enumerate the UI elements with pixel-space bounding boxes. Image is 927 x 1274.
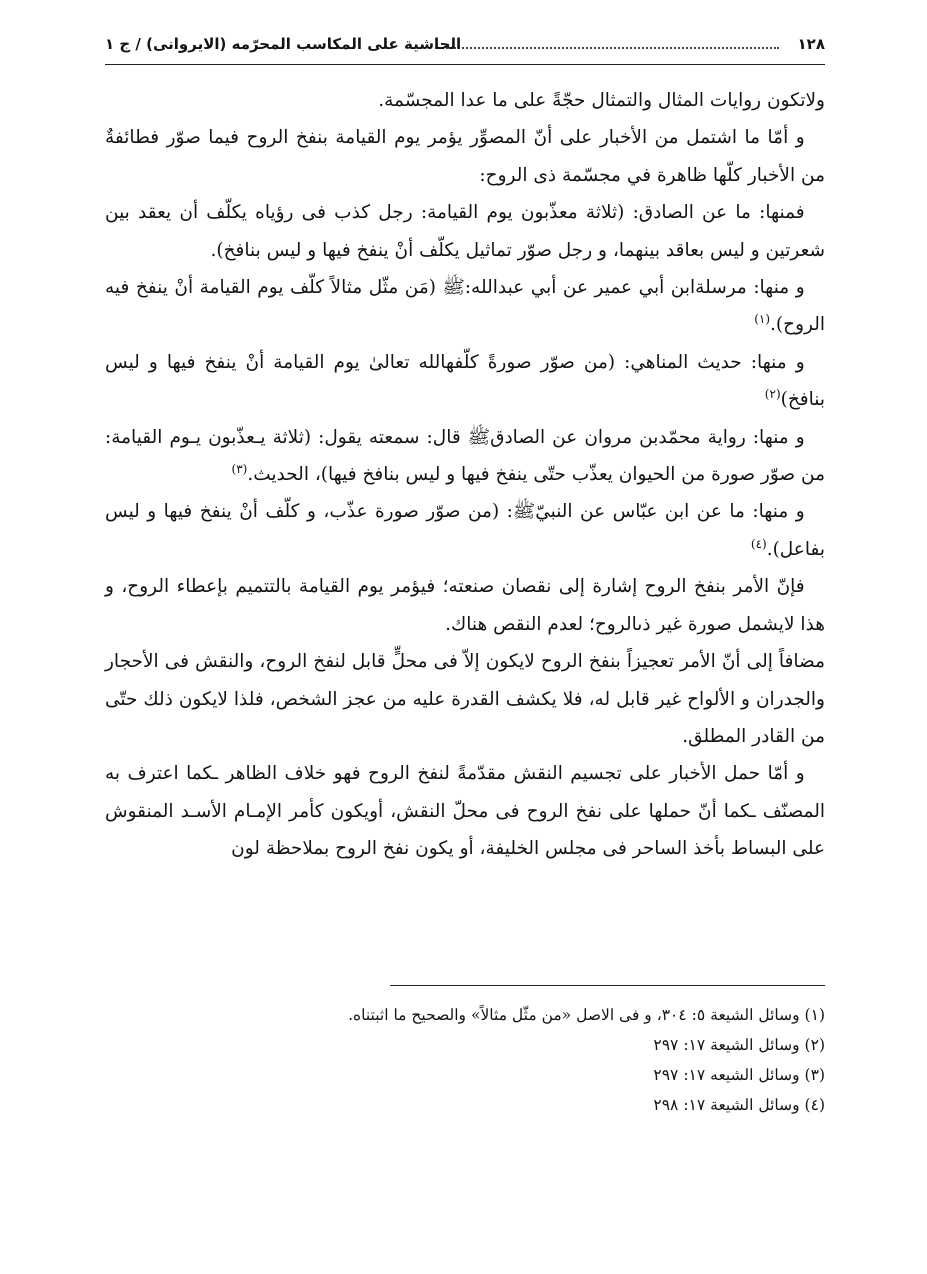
footnote: (٤) وسائل الشيعة ١٧: ٢٩٨ xyxy=(653,1096,825,1114)
running-title: الحاشية على المكاسب المحرّمه (الايروانى) / ج ١ xyxy=(105,35,462,53)
header-dot-leader xyxy=(435,47,779,49)
footnote: (٢) وسائل الشيعة ١٧: ٢٩٧ xyxy=(653,1036,825,1054)
paragraph: ولاتكون روايات المثال والتمثال حجّةً على ما عدا المجسّمة. xyxy=(378,90,825,111)
paragraph: و منها: رواية محمّدبن مروان عن الصادقﷺ قال: سمعته يقول: (ثلاثة يـعذّبون يـوم القيامة: من صوّر صورة من الحيوان يعذّب حتّى ينفخ فيها و ليس بنافخ فيها)، الحديث.$^{(٣)}$ xyxy=(105,426,825,486)
paragraph: و منها: حديث المناهي: (من صوّر صورةً كلّفهالله تعالىٰ يوم القيامة أنْ ينفخ فيها و ليس بنافخ)$^{(٢)}$ xyxy=(105,351,825,411)
footnote: (٣) وسائل الشيعه ١٧: ٢٩٧ xyxy=(653,1066,825,1084)
footnote-reference: (٤) xyxy=(750,536,767,551)
footnote-reference: (١) xyxy=(754,312,771,327)
main-text xyxy=(105,82,825,868)
paragraph: و منها: ما عن ابن عبّاس عن النبيّﷺ: (من صوّر صورة عذّب، و كلّف أنْ ينفخ فيها و ليس بفاعل).$^{(٤)}$ xyxy=(105,501,825,560)
paragraph: و منها: مرسلةابن أبي عمير عن أبي عبدالله:ﷺ (مَن مثّل مثالاً كلّف يوم القيامة أنْ ينفخ فيه الروح).$^{(١)}$ xyxy=(105,277,825,336)
paragraph: فإنّ الأمر بنفخ الروح إشارة إلى نقصان صنعته؛ فيؤمر يوم القيامة بالتتميم بإعطاء الروح، و هذا لايشمل صورة غير ذىالروح؛ لعدم النقص هناك. xyxy=(105,576,825,635)
footnotes xyxy=(105,1000,825,1120)
paragraph: فمنها: ما عن الصادق: (ثلاثة معذّبون يوم القيامة: رجل كذب فى رؤياه يكلّف أن يعقد بين شعرتين و ليس بعاقد بينهما، و رجل صوّر تماثيل يكلّف أنْ ينفخ فيها و ليس بنافخ). xyxy=(105,202,825,261)
paragraph: مضافاً إلى أنّ الأمر تعجيزاً بنفخ الروح لايكون إلاّ فى محلٍّ قابل لنفخ الروح، والنقش فى الأحجار والجدران و الألواح غير قابل له، فلا يكشف القدرة عليه من عجز الشخص، فلذا لايكون ذلك حتّى من القادر المطلق. xyxy=(105,651,825,747)
paragraph: و أمّا ما اشتمل من الأخبار على أنّ المصوِّر يؤمر يوم القيامة بنفخ الروح فيما صوّر فطائفةٌ من الأخبار كلّها ظاهرة في مجسّمة ذى الروح: xyxy=(105,127,825,186)
paragraph: و أمّا حمل الأخبار على تجسيم النقش مقدّمةً لنفخ الروح فهو خلاف الظاهر ـكما اعترف به المصنّف ـكما أنّ حملها على نفخ الروح فى محلّ النقش، أويكون كأمر الإمـام الأسـد المنقوش على البساط بأخذ الساحر فى مجلس الخليفة، أو يكون نفخ الروح بملاحظة لون xyxy=(105,763,825,860)
page-header xyxy=(105,32,825,65)
page-number: ١٢٨ xyxy=(797,35,825,53)
footnote: (١) وسائل الشيعة ٥: ٣٠٤، و فى الاصل «من مثّل مثالاً» والصحيح ما اثبتناه. xyxy=(348,1006,825,1024)
footnote-reference: (٣) xyxy=(231,461,248,476)
footnote-separator xyxy=(390,985,825,986)
footnote-reference: (٢) xyxy=(764,387,781,402)
